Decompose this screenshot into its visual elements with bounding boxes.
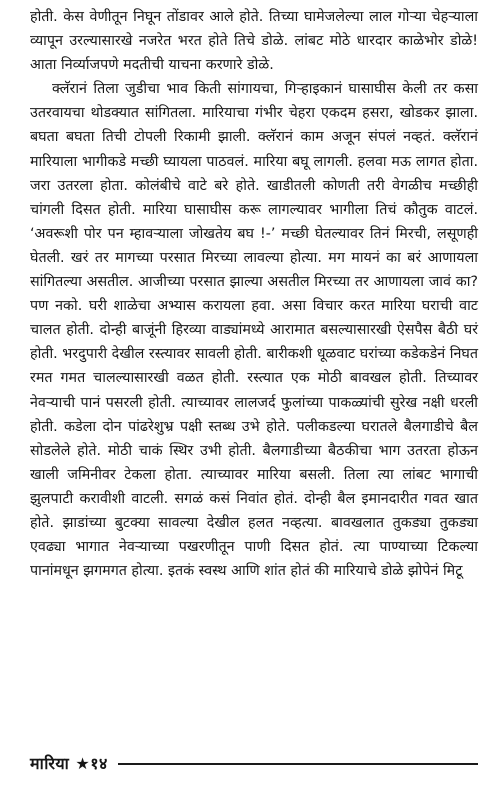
footer-divider [118, 763, 478, 765]
paragraph-2: क्लॅरानं तिला जुडीचा भाव किती सांगायचा, गिऱ्हाइकानं घासाघीस केली तर कसा उतरवायचा थोडक्यात सांगितला. मारियाचा गंभीर चेहरा एकदम हसरा, खोडकर झाला. बघता बघता तिची टोपली रिकामी झाली. क्लॅरानं काम अजून संपलं नव्हतं. क्लॅरानं मारियाला भागीकडे मच्छी घ्यायला पाठवलं. मारिया बघू लागली. हलवा मऊ लागत होता. जरा उतरला होता. कोलंबीचे वाटे बरे होते. खाडीतली कोणती तरी वेगळीच मच्छीही चांगली दिसत होती. मारिया घासाघीस करू लागल्यावर भागीला तिचं कौतुक वाटलं. ‘अवरूशी पोर पन म्हावऱ्याला जोखतेय बघ !-’ मच्छी घेतल्यावर तिनं मिरची, लसूणही घेतली. खरं तर मागच्या परसात मिरच्या लावल्या होत्या. मग मायनं का बरं आणायला सांगितल्या असतील. आजीच्या परसात झाल्या असतील मिरच्या तर आणायला जावं का? पण नको. घरी शाळेचा अभ्यास करायला हवा. असा विचार करत मारिया घराची वाट चालत होती. दोन्ही बाजूंनी हिरव्या वाड्यांमध्ये आरामात बसल्यासारखी ऐसपैस बैठी घरं होती. भरदुपारी देखील रस्त्यावर सावली होती. बारीकशी धूळवाट घरांच्या कडेकडेनं निघत रमत गमत चालल्यासारखी वळत होती. रस्त्यात एक मोठी बावखल होती. तिच्यावर नेवऱ्याची पानं पसरली होती. त्याच्यावर लालजर्द फुलांच्या पाकळ्यांची सुरेख नक्षी धरली होती. कडेला दोन पांढरेशुभ्र पक्षी स्तब्ध उभे होते. पलीकडल्या घरातले बैलगाडीचे बैल सोडलेले होते. मोठी चाकं स्थिर उभी होती. बैलगाडीच्या बैठकीचा भाग उतरता होऊन खाली जमिनीवर टेकला होता. त्याच्यावर मारिया बसली. तिला त्या लांबट भागाची झुलपाटी करावीशी वाटली. सगळं कसं निवांत होतं. दोन्ही बैल इमानदारीत गवत खात होते. झाडांच्या बुटक्या सावल्या देखील हलत नव्हत्या. बावखलात तुकड्या तुकड्या एवढ्या भागात नेवऱ्याच्या पखरणीतून पाणी दिसत होतं. त्या पाण्याच्या टिकल्या पानांमधून झगमगत होत्या. इतकं स्वस्थ आणि शांत होतं की मारियाचे डोळे झोपेनं मिटू [30, 81, 478, 580]
page-body [30, 5, 478, 583]
page-footer [30, 752, 478, 774]
paragraph-1: होती. केस वेणीतून निघून तोंडावर आले होते. तिच्या घामेजलेल्या लाल गोऱ्या चेहऱ्याला व्यापून उरल्यासारखे नजरेत भरत होते तिचे डोळे. लांबट मोठे धारदार काळेभोर डोळे! आता निर्व्याजपणे मदतीची याचना करणारे डोळे. [30, 9, 478, 74]
footer-page-label: मारिया ★१४ [30, 754, 108, 773]
